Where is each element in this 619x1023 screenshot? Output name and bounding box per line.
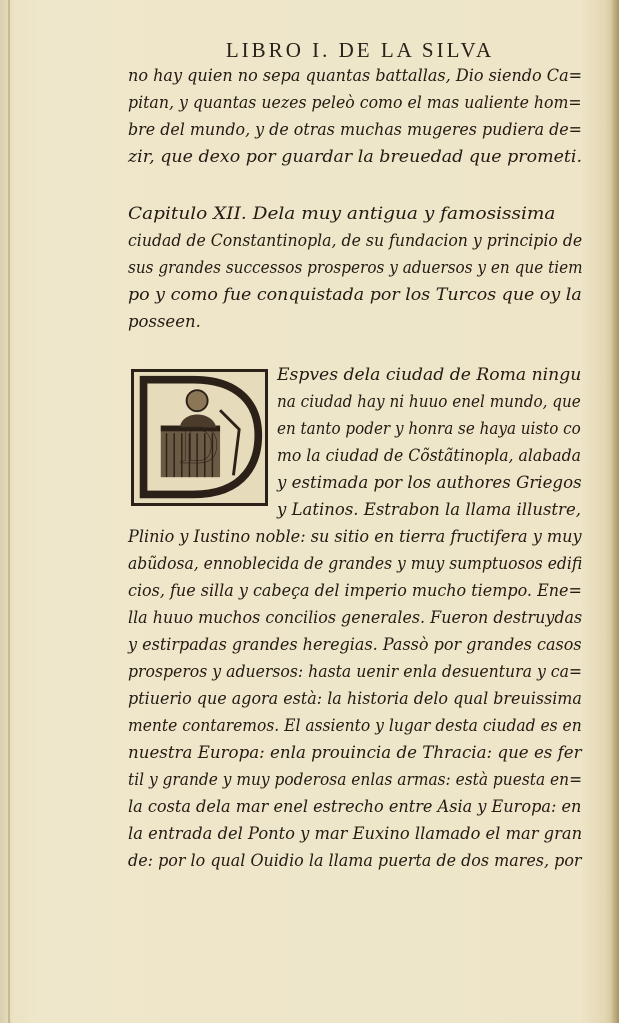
chapter-heading-line: ciudad de Constantinopla, de su fundacion y principio de <box>128 231 583 250</box>
text-line: zir, que dexo por guardar la breuedad que prometi. <box>128 147 583 166</box>
text-line: nuestra Europa: enla prouincia de Thracia: que es fer <box>128 743 582 762</box>
chapter-heading-line: sus grandes successos prosperos y aduersos y en que tiem <box>128 258 583 277</box>
text-line: na ciudad hay ni huuo enel mundo, que <box>277 392 581 411</box>
text-line: mente contaremos. El assiento y lugar desta ciudad es en <box>128 716 582 735</box>
text-line: abũdosa, ennoblecida de grandes y muy sumptuosos edifi <box>128 554 583 573</box>
chapter-heading-line: Capitulo XII. Dela muy antigua y famosissima <box>128 204 556 223</box>
text-line: mo la ciudad de Cõstãtinopla, alabada <box>277 446 581 465</box>
initial-letter: D <box>178 413 220 475</box>
text-line: la costa dela mar enel estrecho entre Asia y Europa: en <box>128 797 582 816</box>
running-header: LIBRO I. DE LA SILVA <box>225 38 495 62</box>
text-line: Espves dela ciudad de Roma ningu <box>277 365 582 384</box>
text-line: no hay quien no sepa quantas battallas, Dio siendo Ca= <box>128 66 583 85</box>
text-line: til y grande y muy poderosa enlas armas: està puesta en= <box>128 770 582 789</box>
text-line: lla huuo muchos concilios generales. Fueron destruydas <box>128 608 583 627</box>
text-line: en tanto poder y honra se haya uisto co <box>277 419 581 438</box>
text-line: y estimada por los authores Griegos <box>277 473 582 492</box>
text-line: la entrada del Ponto y mar Euxino llamado el mar gran <box>128 824 583 843</box>
text-line: ptiuerio que agora està: la historia delo qual breuissima <box>128 689 582 708</box>
text-line: y Latinos. Estrabon la llama illustre, <box>277 500 581 519</box>
text-line: de: por lo qual Ouidio la llama puerta de dos mares, por <box>128 851 582 870</box>
chapter-heading-line: posseen. <box>128 312 201 331</box>
text-line: Plinio y Iustino noble: su sitio en tierra fructifera y muy <box>128 527 582 546</box>
page-edge <box>611 0 619 1023</box>
page-gutter <box>8 0 10 1023</box>
decorated-initial-d <box>131 369 268 506</box>
woodcut-illustration-icon <box>134 372 265 503</box>
text-line: y estirpadas grandes heregias. Passò por grandes casos <box>128 635 582 654</box>
chapter-heading-line: po y como fue conquistada por los Turcos que oy la <box>128 285 582 304</box>
text-line: pitan, y quantas uezes peleò como el mas ualiente hom= <box>128 93 582 112</box>
text-line: prosperos y aduersos: hasta uenir enla desuentura y ca= <box>128 662 583 681</box>
text-line: cios, fue silla y cabeça del imperio mucho tiempo. Ene= <box>128 581 582 600</box>
text-line: bre del mundo, y de otras muchas mugeres pudiera de= <box>128 120 582 139</box>
